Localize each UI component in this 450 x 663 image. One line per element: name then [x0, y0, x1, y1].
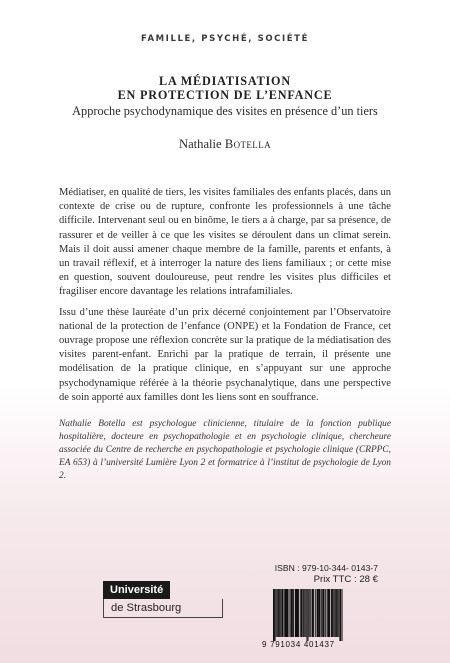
barcode-bar: [313, 589, 314, 637]
barcode-bar: [281, 589, 283, 637]
barcode-bar: [339, 589, 341, 641]
barcode-bar: [308, 589, 309, 641]
barcode-bar: [278, 589, 279, 637]
barcode-bar: [276, 589, 277, 637]
barcode-bar: [296, 589, 298, 637]
barcode-bar: [303, 589, 304, 637]
barcode-bar: [285, 589, 287, 637]
author-bio: Nathalie Botella est psychologue clinicienne, titulaire de la fonction publique hospitalière, docteure en psychopathologie et en psychologie clinique, chercheure associée du Centre de recherche en psychopathologie et psychologie clinique (CRPPC, EA 653) à l’université Lumière Lyon 2 et formatrice à l’institut de psychologie de Lyon 2.: [59, 419, 391, 482]
author-last-name: Botella: [224, 137, 272, 151]
barcode-bar: [293, 589, 294, 637]
book-subtitle: Approche psychodynamique des visites en présence d’un tiers: [72, 104, 378, 118]
barcode-bar: [310, 589, 311, 637]
author-first-name: Nathalie: [178, 137, 222, 151]
barcode-bar: [284, 589, 285, 637]
barcode-bar: [342, 589, 343, 641]
barcode-bar: [334, 589, 335, 637]
barcode-bar: [305, 589, 306, 637]
blurb-paragraph-2: Issu d’une thèse lauréate d’un prix décerné conjointement par l’Observatoire national de la protection de l’enfance (ONPE) et la Fondation de France, cet ouvrage propose une réflexion concrète sur la pratique de la médiatisation des visites parent-enfant. Enrichi par la pratique de terrain, il présente une modélisation de la pratique clinique, en s’appuyant sur une approche psychodynamique référée à la théorie psychanalytique, dans une perspective de soin apporté aux familles dont les liens sont en souffrance.: [59, 306, 391, 403]
barcode-bar: [331, 589, 333, 637]
barcode-bar: [329, 589, 330, 637]
university-logo: [103, 580, 223, 618]
barcode: [269, 589, 387, 641]
title-line-1: LA MÉDIATISATION: [159, 74, 291, 88]
barcode-bar: [322, 589, 323, 637]
barcode-bar: [290, 589, 292, 637]
book-title: [0, 74, 450, 102]
barcode-bar: [315, 589, 316, 637]
barcode-bar: [309, 589, 310, 637]
barcode-bar: [289, 589, 290, 637]
barcode-bar: [292, 589, 293, 637]
barcode-bar: [335, 589, 336, 637]
price: Prix TTC : 28 €: [313, 574, 378, 585]
blurb-paragraph-1: Médiatiser, en qualité de tiers, les visites familiales des enfants placés, dans un contexte de crise ou de rupture, confronte les professionnels à une tâche difficile. Intervenant seul ou en binôme, le tiers a à charge, par sa présence, de rassurer et de veiller à ce que les visites se déroulent dans un climat serein. Mais il doit aussi amener chaque membre de la famille, parents et enfants, à un travail réflexif, et à interroger la nature des liens familiaux ; or cette mise en question, souvent douloureuse, peut rendre les visites plus difficiles et fragiliser encore davantage les relations intrafamiliales.: [59, 187, 392, 298]
isbn: ISBN : 979-10-344- 0143-7: [274, 563, 378, 573]
barcode-bar: [275, 589, 276, 641]
barcode-bar: [323, 589, 325, 637]
barcode-bar: [317, 589, 319, 637]
barcode-bar: [273, 589, 275, 641]
barcode-bar: [320, 589, 321, 637]
barcode-bar: [327, 589, 328, 637]
barcode-bar: [304, 589, 305, 637]
isbn-price-block: [258, 563, 378, 585]
barcode-bar: [300, 589, 301, 637]
title-line-2: EN PROTECTION DE L’ENFANCE: [117, 88, 333, 102]
barcode-bar: [301, 589, 303, 637]
barcode-bar: [318, 589, 320, 637]
barcode-bar: [325, 589, 326, 637]
author-name: [0, 137, 450, 152]
barcode-bar: [306, 589, 307, 641]
series-label: FAMILLE, PSYCHÉ, SOCIÉTÉ: [141, 34, 309, 44]
barcode-bar: [295, 589, 297, 637]
barcode-bar: [328, 589, 330, 637]
university-logo-line-2: de Strasbourg: [103, 599, 223, 618]
barcode-bar: [277, 589, 278, 637]
barcode-bar: [286, 589, 288, 637]
barcode-bar: [312, 589, 314, 637]
barcode-digits: 9 791034 401437: [262, 640, 335, 649]
barcode-bar: [280, 589, 281, 637]
barcode-bar: [336, 589, 337, 637]
barcode-bar: [279, 589, 280, 637]
university-logo-line-1: Université: [103, 581, 170, 599]
barcode-bar: [338, 589, 339, 637]
barcode-bar: [337, 589, 338, 637]
blurb: [59, 186, 391, 411]
barcode-bar: [333, 589, 334, 637]
barcode-bar: [298, 589, 299, 637]
